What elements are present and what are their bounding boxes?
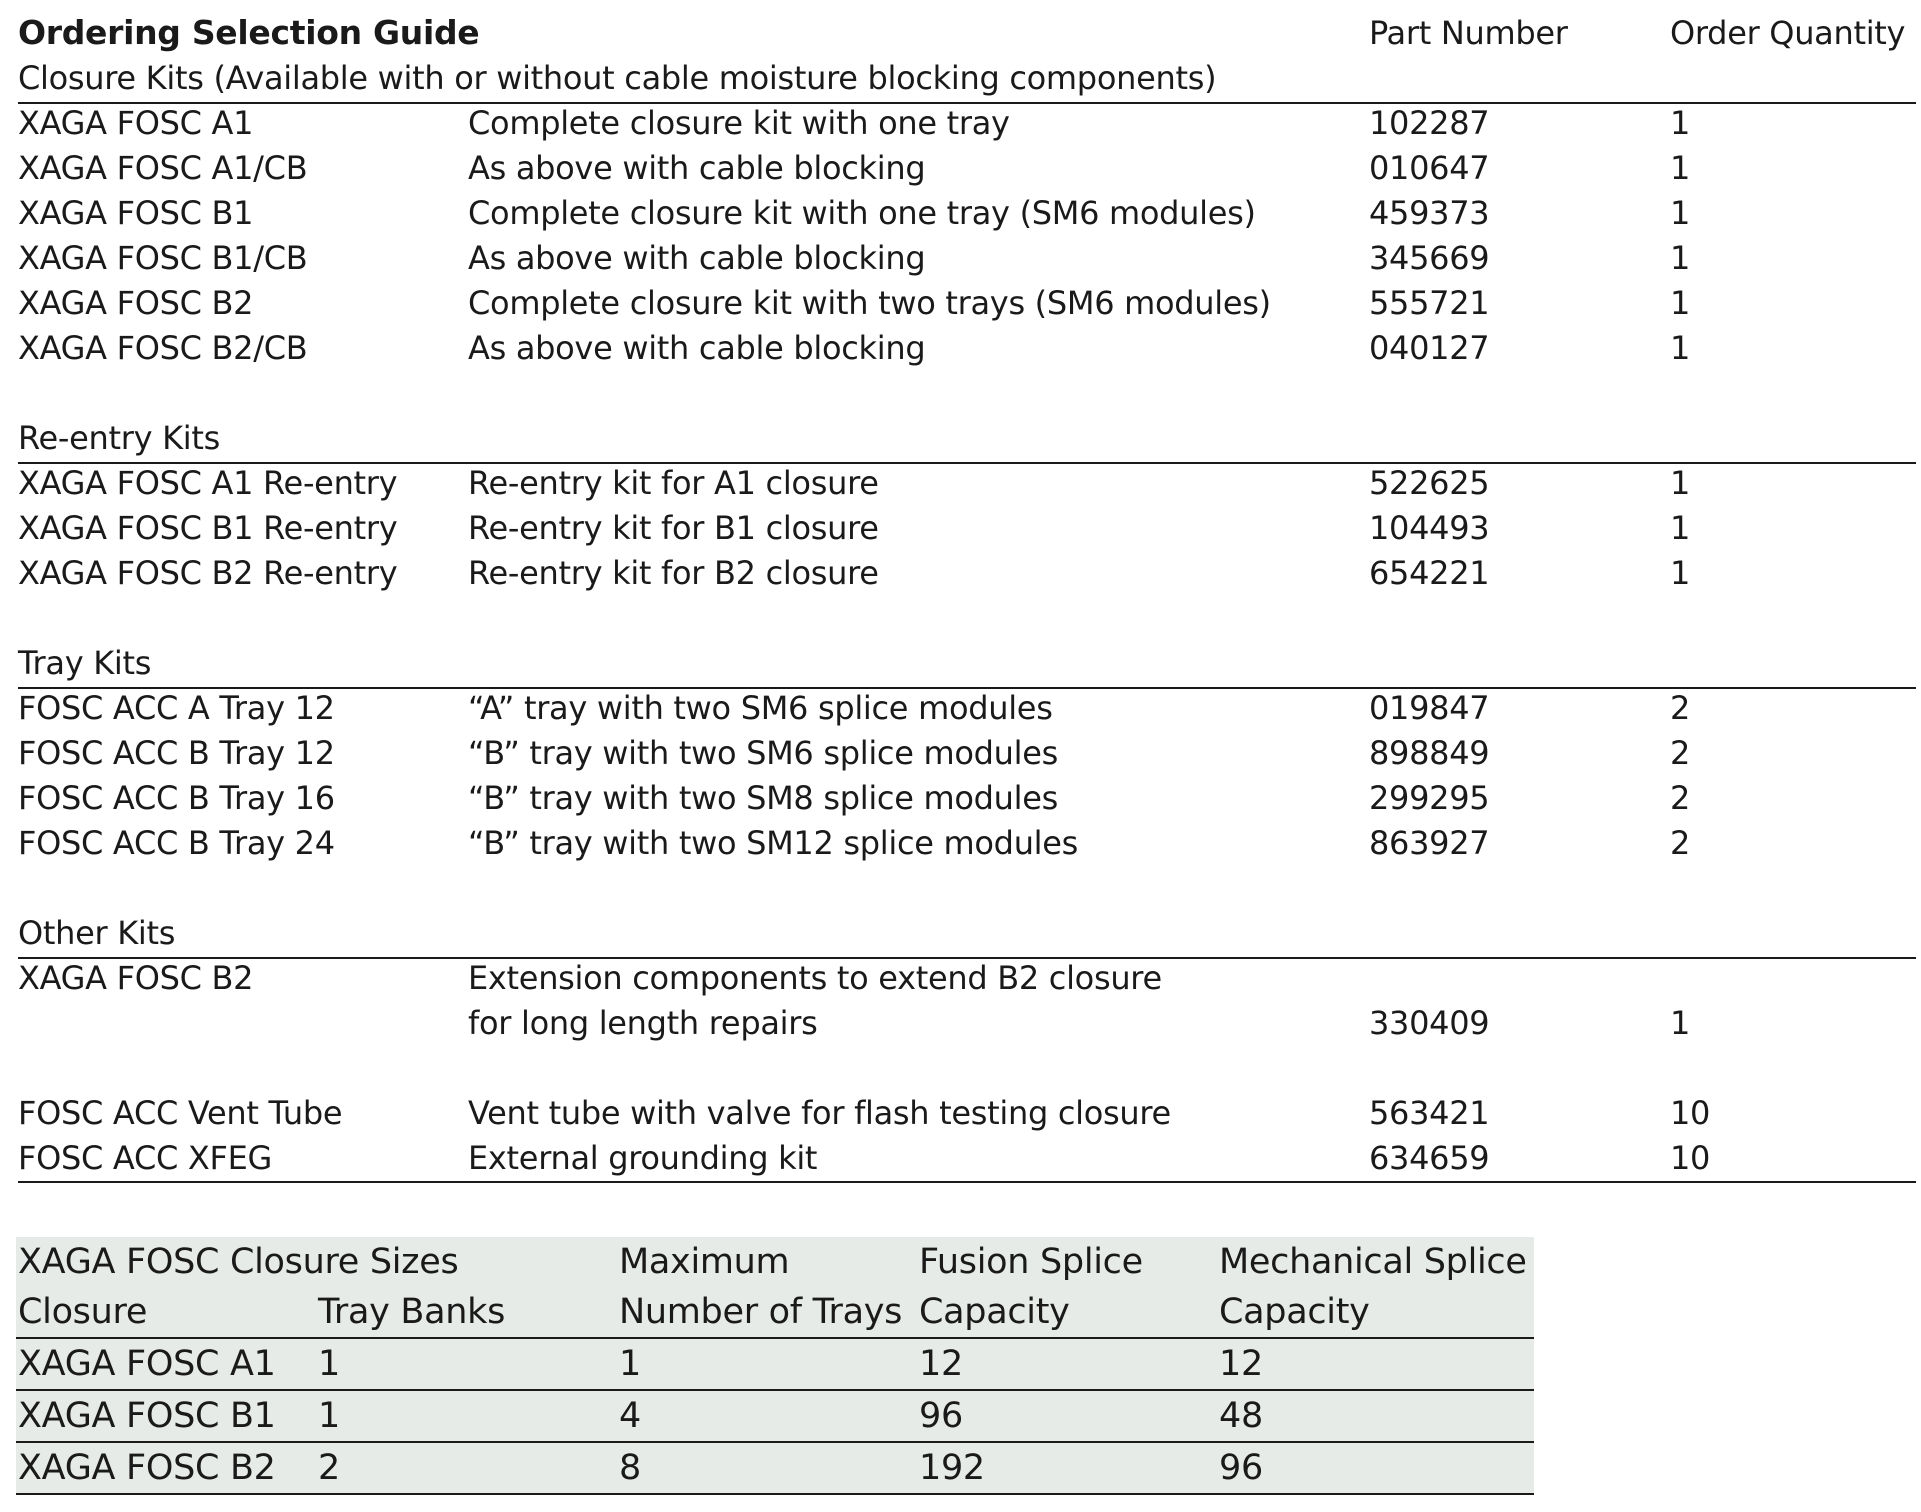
tray-kit-name: FOSC ACC B Tray 16 <box>18 779 335 817</box>
closure-kit-description: As above with cable blocking <box>468 329 926 367</box>
sizes-cell-fusion-capacity: 192 <box>919 1448 985 1488</box>
closure-kit-description: Complete closure kit with one tray (SM6 modules) <box>468 194 1256 232</box>
closure-kit-quantity: 1 <box>1670 194 1691 232</box>
closure-kit-part-number: 345669 <box>1369 239 1490 277</box>
closure-sizes-table <box>16 1237 1534 1495</box>
sizes-header-cell: Fusion Splice <box>919 1242 1143 1282</box>
sizes-cell-mechanical-capacity: 48 <box>1219 1396 1263 1436</box>
tray-kit-part-number: 299295 <box>1369 779 1490 817</box>
other-kit-quantity: 10 <box>1670 1094 1711 1132</box>
tray-kit-quantity: 2 <box>1670 689 1691 727</box>
sizes-cell-max-trays: 8 <box>619 1448 641 1488</box>
other-kit-name: FOSC ACC Vent Tube <box>18 1094 343 1132</box>
section-heading-reentry-kits: Re-entry Kits <box>18 419 221 457</box>
closure-kit-quantity: 1 <box>1670 104 1691 142</box>
tray-kit-description: “A” tray with two SM6 splice modules <box>468 689 1053 727</box>
tray-kit-description: “B” tray with two SM6 splice modules <box>468 734 1058 772</box>
closure-kit-name: XAGA FOSC A1 <box>18 104 254 142</box>
sizes-header-row <box>16 1237 1534 1287</box>
reentry-kit-name: XAGA FOSC B1 Re-entry <box>18 509 398 547</box>
tray-kit-part-number: 019847 <box>1369 689 1490 727</box>
sizes-cell-mechanical-capacity: 12 <box>1219 1344 1263 1384</box>
closure-kit-part-number: 010647 <box>1369 149 1490 187</box>
sizes-header-cell: Maximum <box>619 1242 790 1282</box>
sizes-header-cell: Capacity <box>1219 1292 1370 1332</box>
closure-kit-quantity: 1 <box>1670 239 1691 277</box>
tray-kit-quantity: 2 <box>1670 824 1691 862</box>
sizes-header-title: XAGA FOSC Closure Sizes <box>18 1242 459 1282</box>
closure-kit-quantity: 1 <box>1670 329 1691 367</box>
reentry-kit-name: XAGA FOSC B2 Re-entry <box>18 554 398 592</box>
section-heading-tray-kits: Tray Kits <box>18 644 152 682</box>
reentry-kit-quantity: 1 <box>1670 464 1691 502</box>
sizes-cell-fusion-capacity: 96 <box>919 1396 963 1436</box>
tray-kit-description: “B” tray with two SM8 splice modules <box>468 779 1058 817</box>
tray-kit-name: FOSC ACC B Tray 12 <box>18 734 335 772</box>
other-kit-part-number: 330409 <box>1369 1004 1490 1042</box>
closure-kit-description: As above with cable blocking <box>468 239 926 277</box>
closure-kit-name: XAGA FOSC B1/CB <box>18 239 308 277</box>
other-kit-description: External grounding kit <box>468 1139 818 1177</box>
sizes-cell-mechanical-capacity: 96 <box>1219 1448 1263 1488</box>
tray-kit-part-number: 863927 <box>1369 824 1490 862</box>
reentry-kit-part-number: 522625 <box>1369 464 1490 502</box>
closure-kit-name: XAGA FOSC B2/CB <box>18 329 308 367</box>
sizes-header-cell: Closure <box>18 1292 148 1332</box>
page-title: Ordering Selection Guide <box>18 13 480 52</box>
sizes-cell-closure: XAGA FOSC B2 <box>18 1448 276 1488</box>
closure-kit-description: As above with cable blocking <box>468 149 926 187</box>
other-kit-quantity: 10 <box>1670 1139 1711 1177</box>
closure-kit-quantity: 1 <box>1670 149 1691 187</box>
column-header-order-quantity: Order Quantity <box>1670 14 1906 52</box>
table-bottom-rule <box>18 1181 1916 1183</box>
tray-kit-name: FOSC ACC B Tray 24 <box>18 824 335 862</box>
section-heading-closure-kits: Closure Kits (Available with or without cable moisture blocking components) <box>18 59 1217 97</box>
other-kit-description: Extension components to extend B2 closure <box>468 959 1162 997</box>
table-row <box>16 1339 1534 1391</box>
sizes-cell-max-trays: 4 <box>619 1396 641 1436</box>
other-kit-part-number: 634659 <box>1369 1139 1490 1177</box>
reentry-kit-part-number: 104493 <box>1369 509 1490 547</box>
column-header-part-number: Part Number <box>1369 14 1568 52</box>
reentry-kit-quantity: 1 <box>1670 554 1691 592</box>
tray-kit-quantity: 2 <box>1670 734 1691 772</box>
table-row <box>16 1391 1534 1443</box>
reentry-kit-description: Re-entry kit for B2 closure <box>468 554 879 592</box>
sizes-header-cell: Capacity <box>919 1292 1070 1332</box>
closure-kit-quantity: 1 <box>1670 284 1691 322</box>
sizes-cell-tray-banks: 1 <box>318 1396 340 1436</box>
sizes-cell-closure: XAGA FOSC B1 <box>18 1396 276 1436</box>
other-kit-name: XAGA FOSC B2 <box>18 959 254 997</box>
tray-kit-part-number: 898849 <box>1369 734 1490 772</box>
sizes-cell-tray-banks: 2 <box>318 1448 340 1488</box>
closure-kit-description: Complete closure kit with two trays (SM6 modules) <box>468 284 1271 322</box>
tray-kit-description: “B” tray with two SM12 splice modules <box>468 824 1079 862</box>
closure-kit-name: XAGA FOSC A1/CB <box>18 149 308 187</box>
closure-kit-description: Complete closure kit with one tray <box>468 104 1010 142</box>
tray-kit-name: FOSC ACC A Tray 12 <box>18 689 335 727</box>
sizes-cell-max-trays: 1 <box>619 1344 641 1384</box>
reentry-kit-quantity: 1 <box>1670 509 1691 547</box>
other-kit-part-number: 563421 <box>1369 1094 1490 1132</box>
other-kit-quantity: 1 <box>1670 1004 1691 1042</box>
table-row <box>16 1443 1534 1495</box>
closure-kit-part-number: 459373 <box>1369 194 1490 232</box>
sizes-cell-tray-banks: 1 <box>318 1344 340 1384</box>
sizes-header-cell: Mechanical Splice <box>1219 1242 1527 1282</box>
sizes-header-cell: Tray Banks <box>318 1292 506 1332</box>
closure-kit-part-number: 102287 <box>1369 104 1490 142</box>
reentry-kit-description: Re-entry kit for A1 closure <box>468 464 879 502</box>
sizes-cell-fusion-capacity: 12 <box>919 1344 963 1384</box>
closure-kit-part-number: 040127 <box>1369 329 1490 367</box>
sizes-cell-closure: XAGA FOSC A1 <box>18 1344 276 1384</box>
section-heading-other-kits: Other Kits <box>18 914 176 952</box>
reentry-kit-name: XAGA FOSC A1 Re-entry <box>18 464 398 502</box>
closure-kit-part-number: 555721 <box>1369 284 1490 322</box>
reentry-kit-part-number: 654221 <box>1369 554 1490 592</box>
other-kit-description-line2: for long length repairs <box>468 1004 818 1042</box>
other-kit-name: FOSC ACC XFEG <box>18 1139 273 1177</box>
reentry-kit-description: Re-entry kit for B1 closure <box>468 509 879 547</box>
closure-kit-name: XAGA FOSC B1 <box>18 194 254 232</box>
closure-kit-name: XAGA FOSC B2 <box>18 284 254 322</box>
sizes-header-cell: Number of Trays <box>619 1292 903 1332</box>
sizes-header-row <box>16 1287 1534 1339</box>
tray-kit-quantity: 2 <box>1670 779 1691 817</box>
other-kit-description: Vent tube with valve for flash testing closure <box>468 1094 1171 1132</box>
